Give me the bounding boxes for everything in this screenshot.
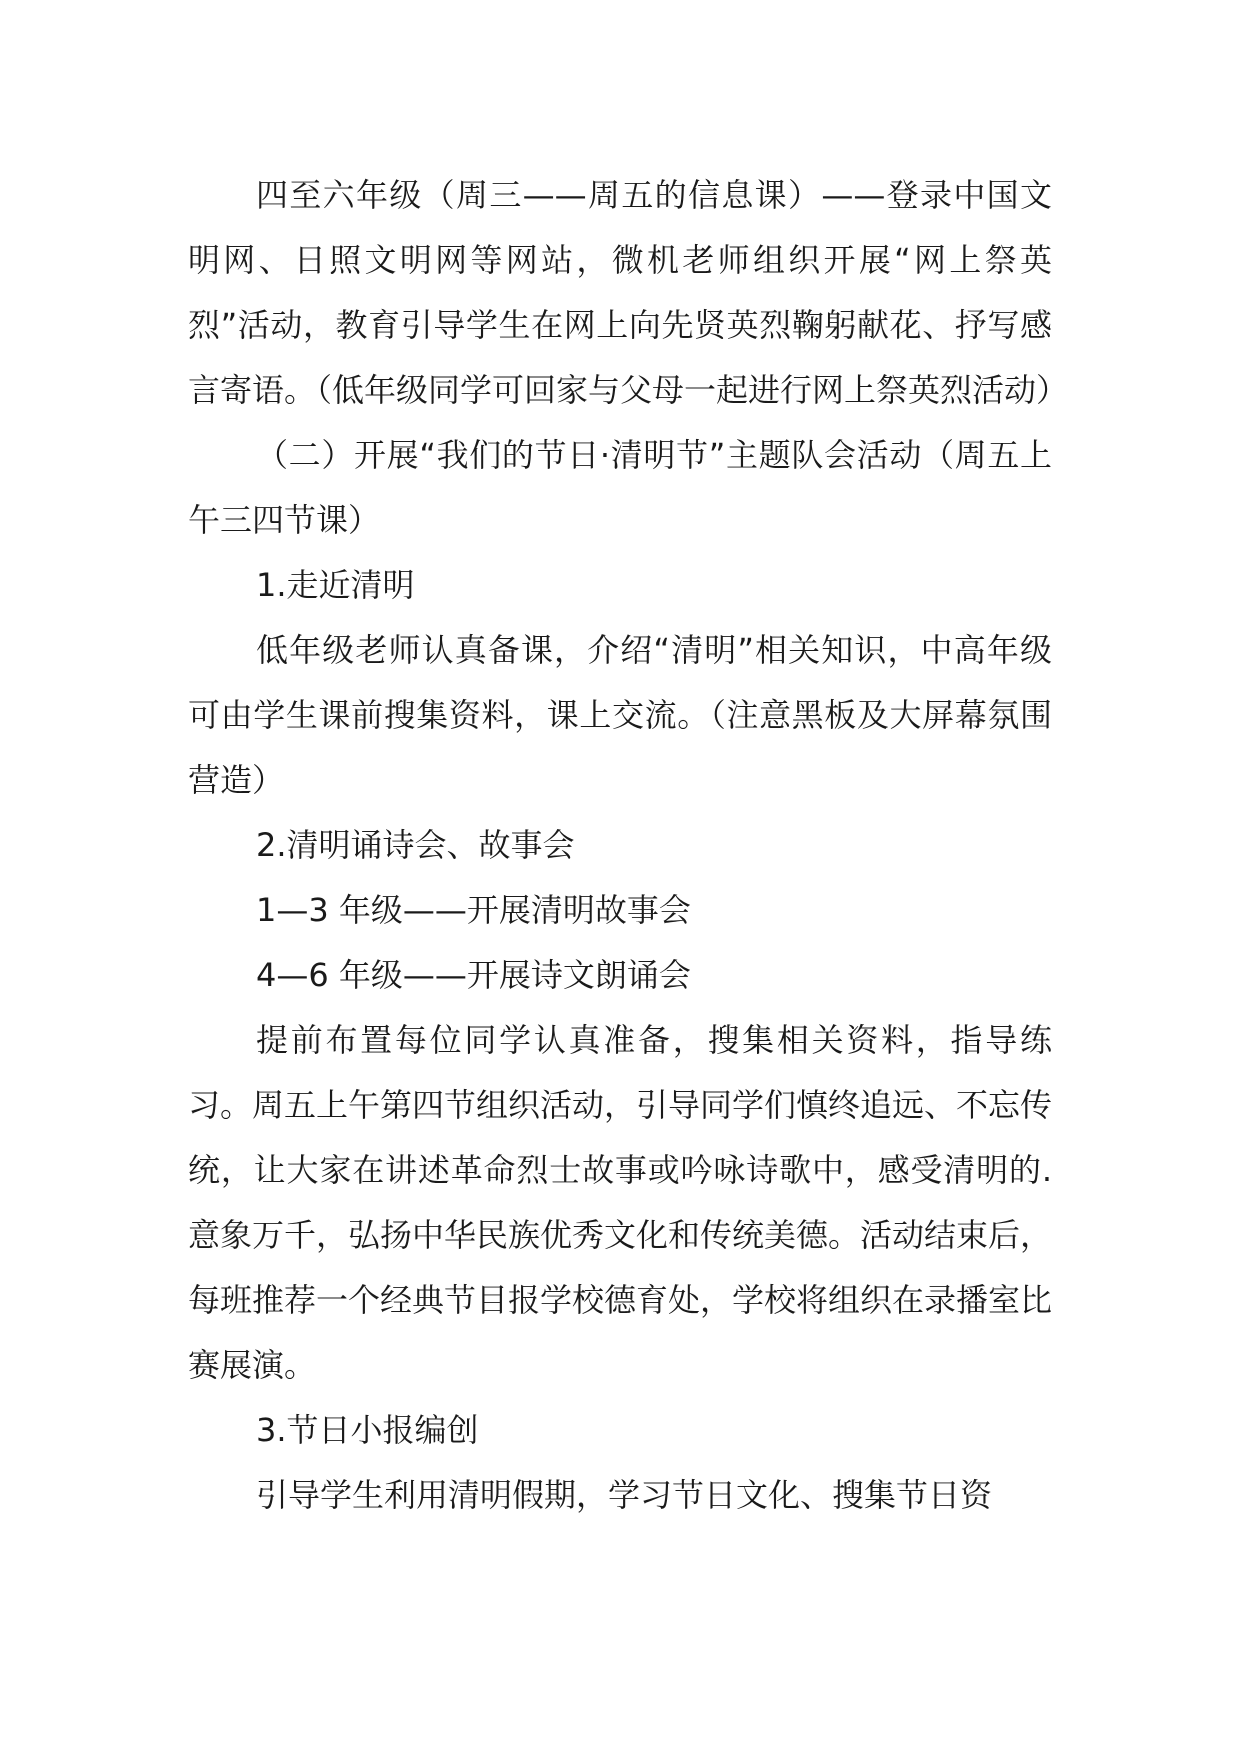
paragraph-item-1-body: 低年级老师认真备课，介绍“清明”相关知识，中高年级可由学生课前搜集资料，课上交流。（注意黑板及大屏幕氛围营造） <box>188 631 1052 799</box>
paragraph-item-2-body: 提前布置每位同学认真准备，搜集相关资料，指导练习。周五上午第四节组织活动，引导同学们慎终追远、不忘传统，让大家在讲述革命烈士故事或吟咏诗歌中，感受清明的.意象万千，弘扬中华民族优秀文化和传统美德。活动结束后，每班推荐一个经典节目报学校德育处，学校将组织在录播室比赛展演。 <box>188 1021 1053 1384</box>
document-body <box>188 163 1069 1528</box>
paragraph-grades-4-6: 4—6 年级——开展诗文朗诵会 <box>256 956 691 994</box>
paragraph-online-memorial: 四至六年级（周三——周五的信息课）——登录中国文明网、日照文明网等网站，微机老师组织开展“网上祭英烈”活动，教育引导学生在网上向先贤英烈鞠躬献花、抒写感言寄语。（低年级同学可回家与父母一起进行网上祭英烈活动） <box>188 176 1069 409</box>
paragraph-grades-1-3: 1—3 年级——开展清明故事会 <box>256 891 691 929</box>
paragraph-section-two-heading: （二）开展“我们的节日·清明节”主题队会活动（周五上午三四节课） <box>188 436 1052 539</box>
paragraph-item-3-body: 引导学生利用清明假期，学习节日文化、搜集节日资 <box>256 1476 993 1514</box>
paragraph-item-2-heading: 2.清明诵诗会、故事会 <box>256 826 575 864</box>
paragraph-item-3-heading: 3.节日小报编创 <box>256 1411 479 1449</box>
paragraph-item-1-heading: 1.走近清明 <box>256 566 415 604</box>
